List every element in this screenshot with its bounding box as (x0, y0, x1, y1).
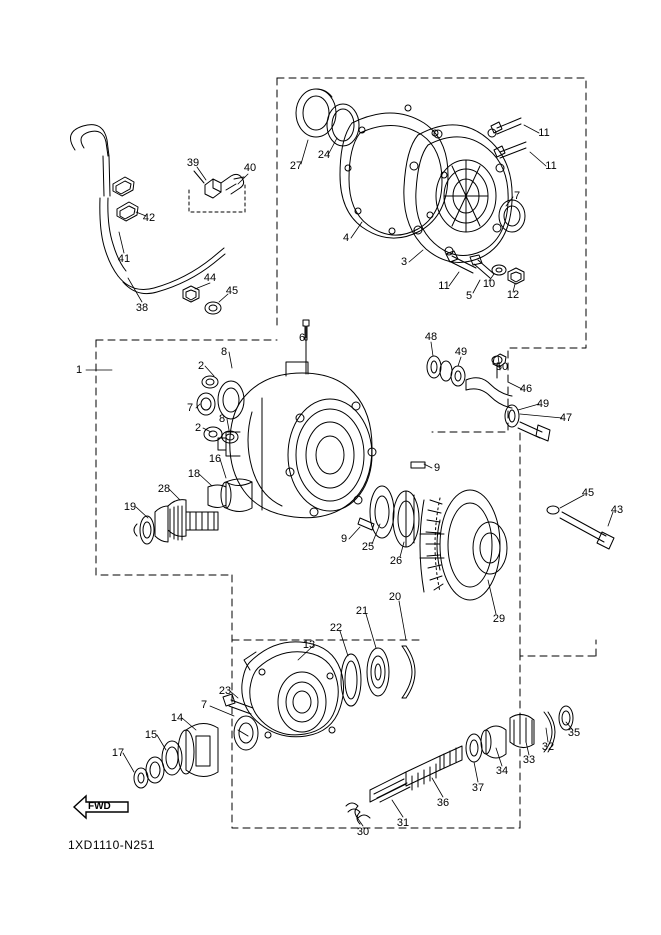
callout-number: 14 (170, 712, 184, 724)
callout-number: 10 (482, 278, 496, 290)
callout-number: 45 (581, 487, 595, 499)
callout-number: 35 (567, 727, 581, 739)
callout-number: 20 (388, 591, 402, 603)
callout-number: 24 (317, 149, 331, 161)
callout-number: 12 (506, 289, 520, 301)
callout-number: 8 (220, 346, 228, 358)
callout-number: 16 (208, 453, 222, 465)
callout-number: 36 (436, 797, 450, 809)
callout-number: 49 (536, 398, 550, 410)
callout-number: 19 (123, 501, 137, 513)
callout-number: 33 (522, 754, 536, 766)
callout-number: 13 (302, 639, 316, 651)
callout-number: 7 (186, 402, 194, 414)
callout-number: 40 (243, 162, 257, 174)
callout-number: 26 (389, 555, 403, 567)
callout-number: 39 (186, 157, 200, 169)
callout-number: 11 (438, 280, 450, 292)
callout-number: 47 (559, 412, 573, 424)
callout-number: 32 (541, 741, 555, 753)
callout-number: 21 (355, 605, 369, 617)
callout-number: 5 (465, 290, 473, 302)
callout-number: 9 (433, 462, 441, 474)
callout-number: 34 (495, 765, 509, 777)
callout-number: 29 (492, 613, 506, 625)
callout-number: 7 (200, 699, 208, 711)
callout-number: 46 (519, 383, 533, 395)
callout-number: 7 (513, 190, 521, 202)
callout-number: 4 (342, 232, 350, 244)
fwd-label-text: FWD (88, 801, 111, 812)
callout-number: 44 (203, 272, 217, 284)
callout-number: 50 (495, 361, 509, 373)
callout-number: 42 (142, 212, 156, 224)
callout-number: 22 (329, 622, 343, 634)
callout-number: 38 (135, 302, 149, 314)
callout-number: 8 (218, 413, 226, 425)
callout-number: 25 (361, 541, 375, 553)
callout-number: 31 (396, 817, 410, 829)
callout-number: 9 (340, 533, 348, 545)
callout-number: 49 (454, 346, 468, 358)
callout-number: 17 (111, 747, 125, 759)
callout-number: 2 (197, 360, 205, 372)
callout-number: 1 (75, 364, 83, 376)
callout-number: 11 (538, 127, 550, 139)
callout-number: 3 (400, 256, 408, 268)
part-code-label: 1XD1110-N251 (68, 838, 155, 852)
callout-number: 23 (218, 685, 232, 697)
callout-number: 45 (225, 285, 239, 297)
callout-number: 28 (157, 483, 171, 495)
callout-number: 2 (194, 422, 202, 434)
callout-number: 37 (471, 782, 485, 794)
callout-number: 6 (298, 332, 306, 344)
callout-number: 11 (545, 160, 557, 172)
callout-number: 30 (356, 826, 370, 838)
callout-number: 15 (144, 729, 158, 741)
callout-number: 43 (610, 504, 624, 516)
callout-number: 27 (289, 160, 303, 172)
callout-number: 18 (187, 468, 201, 480)
callout-number: 41 (117, 253, 131, 265)
callout-number: 48 (424, 331, 438, 343)
